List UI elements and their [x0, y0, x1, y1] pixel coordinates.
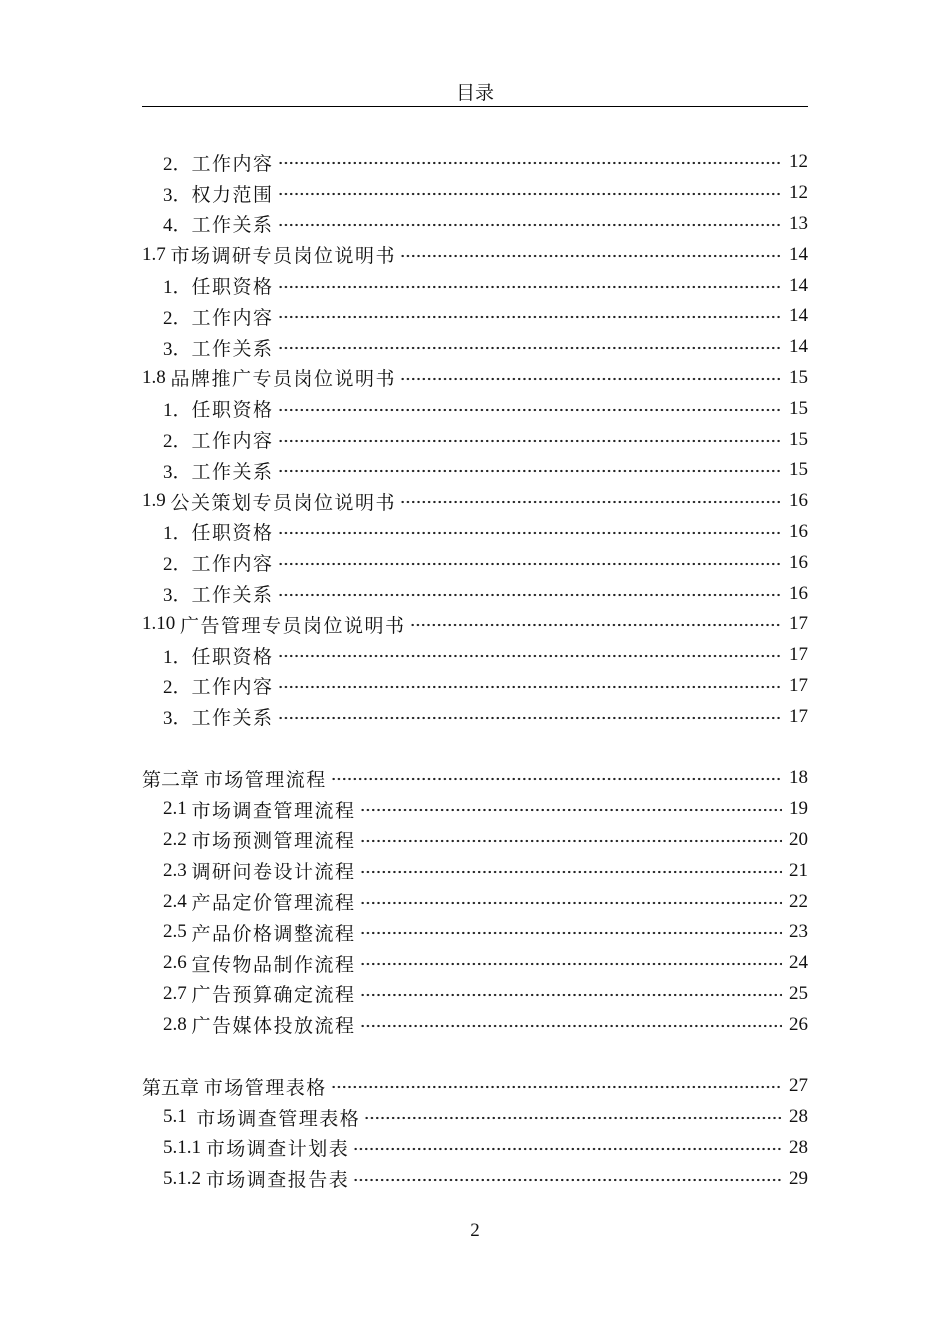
toc-dot-leader: [278, 439, 782, 443]
toc-dot-leader: [331, 777, 782, 781]
toc-dot-leader: [278, 192, 782, 196]
toc-entry[interactable]: [142, 794, 808, 825]
toc-entry-page: 14: [789, 305, 808, 327]
toc-entry-number: 2.8: [163, 1013, 192, 1035]
toc-dot-leader: [360, 1024, 782, 1028]
toc-entry-number: 5.1: [163, 1106, 197, 1128]
toc-entry-title: 市场调查计划表: [205, 1139, 350, 1161]
toc-entry[interactable]: [142, 948, 808, 979]
toc-entry-page: 23: [789, 921, 808, 943]
toc-entry-number: 4．: [163, 215, 192, 237]
toc-entry-page: 12: [789, 182, 808, 204]
toc-entry-number: 2．: [163, 431, 192, 453]
toc-entry[interactable]: [142, 578, 808, 609]
toc-entry[interactable]: [142, 424, 808, 455]
toc-entry-number: 第五章: [142, 1077, 204, 1099]
toc-dot-leader: [278, 531, 782, 535]
toc-entry-page: 19: [789, 798, 808, 820]
toc-entry[interactable]: [142, 239, 808, 270]
toc-dot-leader: [278, 593, 782, 597]
toc-entry-title: 工作内容: [191, 307, 274, 329]
toc-entry[interactable]: [142, 1071, 808, 1102]
toc-entry-page: 20: [789, 828, 808, 850]
toc-entry-title: 广告预算确定流程: [191, 985, 356, 1007]
toc-entry-number: 2.2: [163, 828, 192, 850]
toc-entry-title: 任职资格: [191, 646, 274, 668]
toc-dot-leader: [364, 1116, 782, 1120]
toc-entry-page: 18: [789, 767, 808, 789]
toc-dot-leader: [400, 377, 782, 381]
toc-dot-leader: [278, 716, 782, 720]
toc-entry-title: 工作内容: [191, 677, 274, 699]
toc-entry[interactable]: [142, 1102, 808, 1133]
toc-entry[interactable]: [142, 332, 808, 363]
toc-entry-number: 1．: [163, 277, 192, 299]
toc-entry[interactable]: [142, 1163, 808, 1194]
toc-entry-number: 3．: [163, 708, 192, 730]
toc-entry-page: 15: [789, 397, 808, 419]
toc-dot-leader: [360, 962, 782, 966]
toc-dot-leader: [331, 1085, 782, 1089]
toc-entry[interactable]: [142, 825, 808, 856]
toc-entry-title: 市场管理流程: [203, 769, 327, 791]
toc-entry-number: 5.1.1: [163, 1136, 206, 1158]
toc-dot-leader: [360, 931, 782, 935]
toc-entry[interactable]: [142, 671, 808, 702]
toc-entry-page: 14: [789, 336, 808, 358]
toc-entry-title: 工作关系: [191, 338, 274, 360]
toc-entry-page: 22: [789, 890, 808, 912]
toc-entry-title: 市场管理表格: [203, 1077, 327, 1099]
toc-entry[interactable]: [142, 517, 808, 548]
toc-entry-page: 16: [789, 520, 808, 542]
toc-dot-leader: [360, 993, 782, 997]
toc-dot-leader: [360, 808, 782, 812]
toc-entry-title: 宣传物品制作流程: [191, 954, 356, 976]
toc-dot-leader: [360, 901, 782, 905]
toc-entry-page: 13: [789, 212, 808, 234]
toc-entry-number: 1.8: [142, 366, 171, 388]
toc-entry[interactable]: [142, 701, 808, 732]
toc-entry-page: 17: [789, 674, 808, 696]
toc-entry-page: 25: [789, 982, 808, 1004]
toc-entry-page: 16: [789, 490, 808, 512]
toc-dot-leader: [278, 408, 782, 412]
toc-dot-leader: [353, 1147, 782, 1151]
toc-entry-title: 调研问卷设计流程: [191, 862, 356, 884]
toc-entry-number: 3．: [163, 461, 192, 483]
toc-entry-number: 2.4: [163, 890, 192, 912]
toc-entry[interactable]: [142, 1009, 808, 1040]
toc-dot-leader: [278, 346, 782, 350]
toc-dot-leader: [278, 223, 782, 227]
toc-entry-page: 21: [789, 859, 808, 881]
toc-entry-number: 3．: [163, 338, 192, 360]
toc-entry-number: 2．: [163, 677, 192, 699]
toc-entry-number: 2.1: [163, 798, 192, 820]
toc-entry-page: 28: [789, 1136, 808, 1158]
toc-entry-number: 2．: [163, 554, 192, 576]
toc-entry-title: 工作关系: [191, 215, 274, 237]
toc-dot-leader: [278, 285, 782, 289]
toc-entry-number: 3．: [163, 585, 192, 607]
toc-entry[interactable]: [142, 178, 808, 209]
toc-entry[interactable]: [142, 393, 808, 424]
toc-entry-number: 2.3: [163, 859, 192, 881]
toc-entry[interactable]: [142, 547, 808, 578]
toc-entry[interactable]: [142, 270, 808, 301]
toc-entry[interactable]: [142, 855, 808, 886]
toc-entry-page: 15: [789, 366, 808, 388]
toc-entry-title: 市场预测管理流程: [191, 831, 356, 853]
toc-dot-leader: [278, 315, 782, 319]
toc-entry-title: 产品价格调整流程: [191, 923, 356, 945]
toc-dot-leader: [278, 562, 782, 566]
toc-entry[interactable]: [142, 763, 808, 794]
toc-entry-title: 工作关系: [191, 585, 274, 607]
toc-dot-leader: [353, 1178, 782, 1182]
toc-entry-title: 品牌推广专员岗位说明书: [170, 369, 397, 391]
toc-entry-page: 29: [789, 1167, 808, 1189]
toc-entry-number: 2．: [163, 307, 192, 329]
toc-entry-page: 16: [789, 551, 808, 573]
toc-dot-leader: [278, 161, 782, 165]
toc-entry-title: 市场调查报告表: [205, 1170, 350, 1192]
toc-entry-page: 14: [789, 274, 808, 296]
toc-entry-number: 5.1.2: [163, 1167, 206, 1189]
toc-dot-leader: [400, 254, 782, 258]
toc-entry-number: 1.9: [142, 490, 171, 512]
page-number: 2: [470, 1220, 480, 1241]
toc-entry-page: 17: [789, 644, 808, 666]
toc-entry-number: 1．: [163, 523, 192, 545]
header-divider: [142, 106, 808, 107]
toc-entry[interactable]: [142, 979, 808, 1010]
toc-entry-page: 17: [789, 613, 808, 635]
toc-entry-number: 2.5: [163, 921, 192, 943]
toc-entry-page: 14: [789, 243, 808, 265]
toc-entry-number: 第二章: [142, 769, 204, 791]
toc-dot-leader: [400, 500, 782, 504]
toc-entry-number: 2.7: [163, 982, 192, 1004]
toc-entry[interactable]: [142, 301, 808, 332]
toc-entry-number: 1．: [163, 400, 192, 422]
toc-entry-title: 广告媒体投放流程: [191, 1016, 356, 1038]
toc-entry-title: 公关策划专员岗位说明书: [170, 492, 397, 514]
page-header-title: 目录: [455, 83, 494, 104]
toc-entry-title: 工作关系: [191, 461, 274, 483]
toc-entry[interactable]: [142, 886, 808, 917]
toc-entry-number: 1.7: [142, 243, 171, 265]
toc-dot-leader: [360, 839, 782, 843]
toc-entry-page: 15: [789, 459, 808, 481]
toc-entry-number: 1．: [163, 646, 192, 668]
toc-entry-page: 28: [789, 1106, 808, 1128]
toc-entry-title: 工作内容: [191, 153, 274, 175]
table-of-contents: [0, 147, 950, 1194]
toc-entry-number: 1.10: [142, 613, 180, 635]
toc-entry-page: 15: [789, 428, 808, 450]
toc-entry-number: 2．: [163, 153, 192, 175]
toc-entry-title: 产品定价管理流程: [191, 893, 356, 915]
toc-entry[interactable]: [142, 455, 808, 486]
toc-entry-page: 16: [789, 582, 808, 604]
toc-entry-title: 权力范围: [191, 184, 274, 206]
toc-entry-page: 26: [789, 1013, 808, 1035]
toc-dot-leader: [360, 870, 782, 874]
toc-dot-leader: [410, 623, 782, 627]
toc-entry-title: 工作内容: [191, 554, 274, 576]
toc-entry[interactable]: [142, 917, 808, 948]
toc-entry[interactable]: [142, 609, 808, 640]
toc-dot-leader: [278, 685, 782, 689]
toc-dot-leader: [278, 469, 782, 473]
toc-entry-page: 17: [789, 705, 808, 727]
toc-entry-title: 任职资格: [191, 400, 274, 422]
toc-entry[interactable]: [142, 209, 808, 240]
toc-entry[interactable]: [142, 363, 808, 394]
toc-entry-number: 3．: [163, 184, 192, 206]
toc-entry[interactable]: [142, 147, 808, 178]
toc-entry[interactable]: [142, 1133, 808, 1164]
toc-entry-page: 24: [789, 952, 808, 974]
toc-entry-title: 任职资格: [191, 277, 274, 299]
toc-entry-title: 广告管理专员岗位说明书: [180, 615, 406, 637]
toc-entry-title: 市场调查管理表格: [196, 1108, 361, 1130]
toc-entry-title: 任职资格: [191, 523, 274, 545]
toc-entry-title: 工作关系: [191, 708, 274, 730]
toc-entry-page: 27: [789, 1075, 808, 1097]
toc-entry[interactable]: [142, 486, 808, 517]
toc-entry-title: 市场调研专员岗位说明书: [170, 246, 397, 268]
toc-entry-number: 2.6: [163, 952, 192, 974]
toc-entry[interactable]: [142, 640, 808, 671]
toc-dot-leader: [278, 654, 782, 658]
toc-entry-page: 12: [789, 151, 808, 173]
toc-entry-title: 工作内容: [191, 431, 274, 453]
toc-entry-title: 市场调查管理流程: [191, 800, 356, 822]
